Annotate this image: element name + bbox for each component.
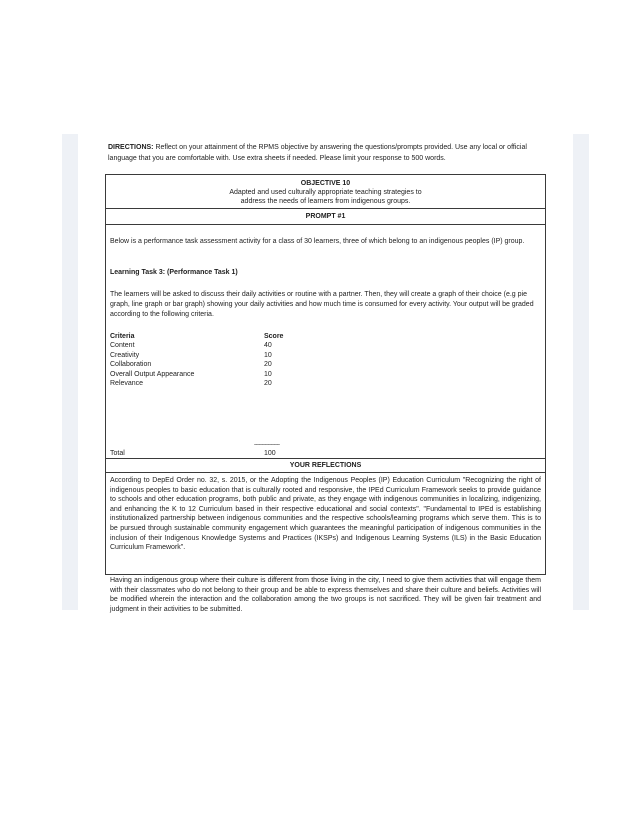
divider-objective xyxy=(106,208,545,209)
criteria-table xyxy=(110,332,310,388)
prompt-title: PROMPT #1 xyxy=(305,213,346,220)
criteria-score: 20 xyxy=(264,379,272,387)
prompt-intro: Below is a performance task assessment activity for a class of 30 learners, three of which belong to an indigenous peoples (IP) group. xyxy=(110,238,525,245)
total-score: 100 xyxy=(264,450,276,457)
criteria-name: Collaboration xyxy=(110,361,152,369)
reflection-form xyxy=(105,174,546,613)
divider-total xyxy=(106,458,545,459)
criteria-header: Criteria xyxy=(110,333,135,340)
criteria-row xyxy=(110,370,310,379)
reflections-title: YOUR REFLECTIONS xyxy=(289,462,362,469)
criteria-name: Relevance xyxy=(110,379,144,387)
objective-line-1: Adapted and used culturally appropriate teaching strategies to xyxy=(229,189,422,196)
criteria-name: Overall Output Appearance xyxy=(110,370,195,378)
criteria-header-row xyxy=(110,332,310,341)
criteria-score: 20 xyxy=(264,361,272,369)
total-row xyxy=(110,449,310,458)
page-shadow-right xyxy=(573,134,589,610)
document-page xyxy=(78,134,573,613)
objective-title: OBJECTIVE 10 xyxy=(300,180,351,187)
criteria-score: 40 xyxy=(264,342,272,350)
divider-prompt xyxy=(106,224,545,225)
reflection-paragraph-1: According to DepEd Order no. 32, s. 2015, or the Adopting the Indigenous Peoples (IP) Education Curriculum "Recognizing the right of indigenous peoples to basic education that is culturally rooted and responsive, the IPEd Curriculum Framework seeks to provide guidance to schools and other education programs, both public and private, as they engage with indigenous communities in localizing, indigenizing, and enhancing the K to 12 Curriculum based in their respective educational and social contexts". "Fundamental to IPEd is establishing institutionalized partnership between indigenous communities and the respective schools/learning programs which serve them. This is to be pursued through sustainable community engagement which guarantees the meaningful participation of indigenous communities in the inclusion of their Indigenous Knowledge Systems and Practices (IKSPs) and Indigenous Learning Systems (ILS) in the Basic Education Curriculum Framework". xyxy=(110,477,541,552)
score-header: Score xyxy=(264,333,284,340)
criteria-row xyxy=(110,341,310,350)
reflection-paragraph-2: Having an indigenous group where their culture is different from those living in the city, I need to give them activities that will engage them with their classmates who do not belong to their group and be able to express themselves and share their culture and beliefs. Activities will be modified wherein the interaction and the collaboration among the two groups is not sacrificed. They will be given fair treatment and judgment in their activities to be submitted. xyxy=(110,577,541,613)
total-label: Total xyxy=(110,450,125,457)
learning-task-title: Learning Task 3: (Performance Task 1) xyxy=(110,269,238,276)
criteria-row xyxy=(110,360,310,369)
directions-body: Reflect on your attainment of the RPMS objective by answering the questions/prompts provided. Use any local or official language that you are comfortable with. Use extra sheets if needed. Please limit your response to 500 words. xyxy=(108,144,527,162)
criteria-score: 10 xyxy=(264,351,272,359)
criteria-row xyxy=(110,379,310,388)
total-dash-line: ----------------- xyxy=(254,442,280,448)
learning-task-text: The learners will be asked to discuss their daily activities or routine with a partner. Then, they will create a graph of their choice (e.g pie graph, line graph or bar graph) showing your daily activities and how much time is consumed for every activity. Your output will be graded according to the following criteria. xyxy=(110,291,534,318)
criteria-row xyxy=(110,351,310,360)
page-shadow-left xyxy=(62,134,78,610)
criteria-name: Creativity xyxy=(110,351,140,359)
objective-line-2: address the needs of learners from indigenous groups. xyxy=(240,198,411,205)
criteria-score: 10 xyxy=(264,370,272,378)
divider-reflections xyxy=(106,472,545,473)
directions-text xyxy=(108,143,545,164)
criteria-name: Content xyxy=(110,342,135,350)
directions-label: DIRECTIONS: xyxy=(108,144,154,151)
